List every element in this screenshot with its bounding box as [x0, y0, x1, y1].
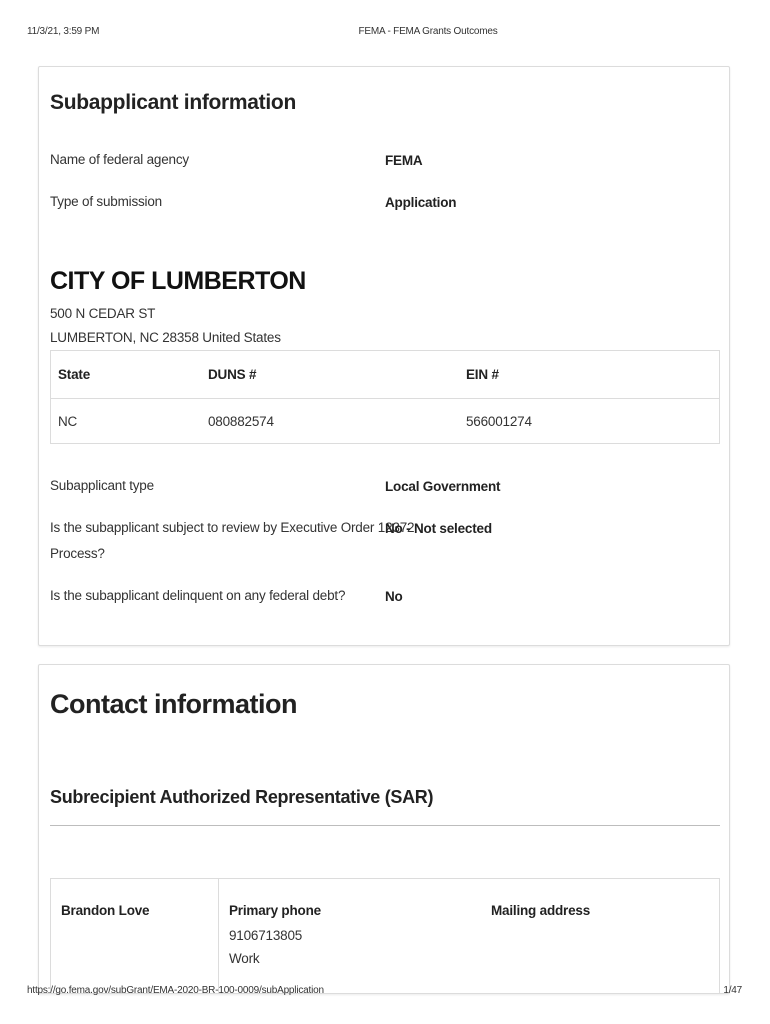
state-header: State: [58, 367, 91, 382]
subapplicant-type-value: Local Government: [385, 479, 501, 494]
subapplicant-card: [38, 66, 730, 646]
executive-order-label: [50, 515, 415, 567]
mailing-address-label: Mailing address: [491, 903, 591, 918]
duns-header: DUNS #: [208, 367, 257, 382]
executive-order-value: No - Not selected: [385, 521, 492, 536]
primary-phone-type: Work: [229, 951, 260, 966]
contact-column-divider: [218, 879, 219, 994]
address-line-2: LUMBERTON, NC 28358 United States: [50, 330, 281, 345]
sar-section-title: Subrecipient Authorized Representative (SAR): [50, 787, 434, 807]
contact-section-title: Contact information: [50, 689, 297, 719]
state-cell: NC: [58, 414, 78, 429]
contact-name: Brandon Love: [61, 903, 150, 918]
identifiers-table: [50, 350, 720, 444]
federal-debt-label: Is the subapplicant delinquent on any federal debt?: [50, 588, 346, 603]
submission-type-value: Application: [385, 195, 457, 210]
ein-cell: 566001274: [466, 414, 532, 429]
print-datetime: 11/3/21, 3:59 PM: [27, 26, 100, 37]
executive-order-label-line1: Is the subapplicant subject to review by Executive Order 12372: [50, 520, 415, 535]
print-page-title: FEMA - FEMA Grants Outcomes: [358, 26, 498, 37]
submission-type-label: Type of submission: [50, 194, 162, 209]
table-header-row: [51, 351, 719, 399]
contact-box: [50, 878, 720, 994]
federal-agency-value: FEMA: [385, 153, 423, 168]
executive-order-label-line2: Process?: [50, 546, 105, 561]
ein-header: EIN #: [466, 367, 499, 382]
subapplicant-section-title: Subapplicant information: [50, 91, 296, 114]
print-page-number: 1/47: [723, 985, 742, 996]
primary-phone-value: 9106713805: [229, 928, 303, 943]
primary-phone-label: Primary phone: [229, 903, 321, 918]
address-line-1: 500 N CEDAR ST: [50, 306, 156, 321]
federal-agency-label: Name of federal agency: [50, 152, 189, 167]
sar-divider: [50, 825, 720, 826]
contact-card: [38, 664, 730, 994]
subapplicant-type-label: Subapplicant type: [50, 478, 154, 493]
print-url: https://go.fema.gov/subGrant/EMA-2020-BR-100-0009/subApplication: [27, 985, 324, 996]
federal-debt-value: No: [385, 589, 403, 604]
organization-name: CITY OF LUMBERTON: [50, 267, 306, 295]
duns-cell: 080882574: [208, 414, 274, 429]
